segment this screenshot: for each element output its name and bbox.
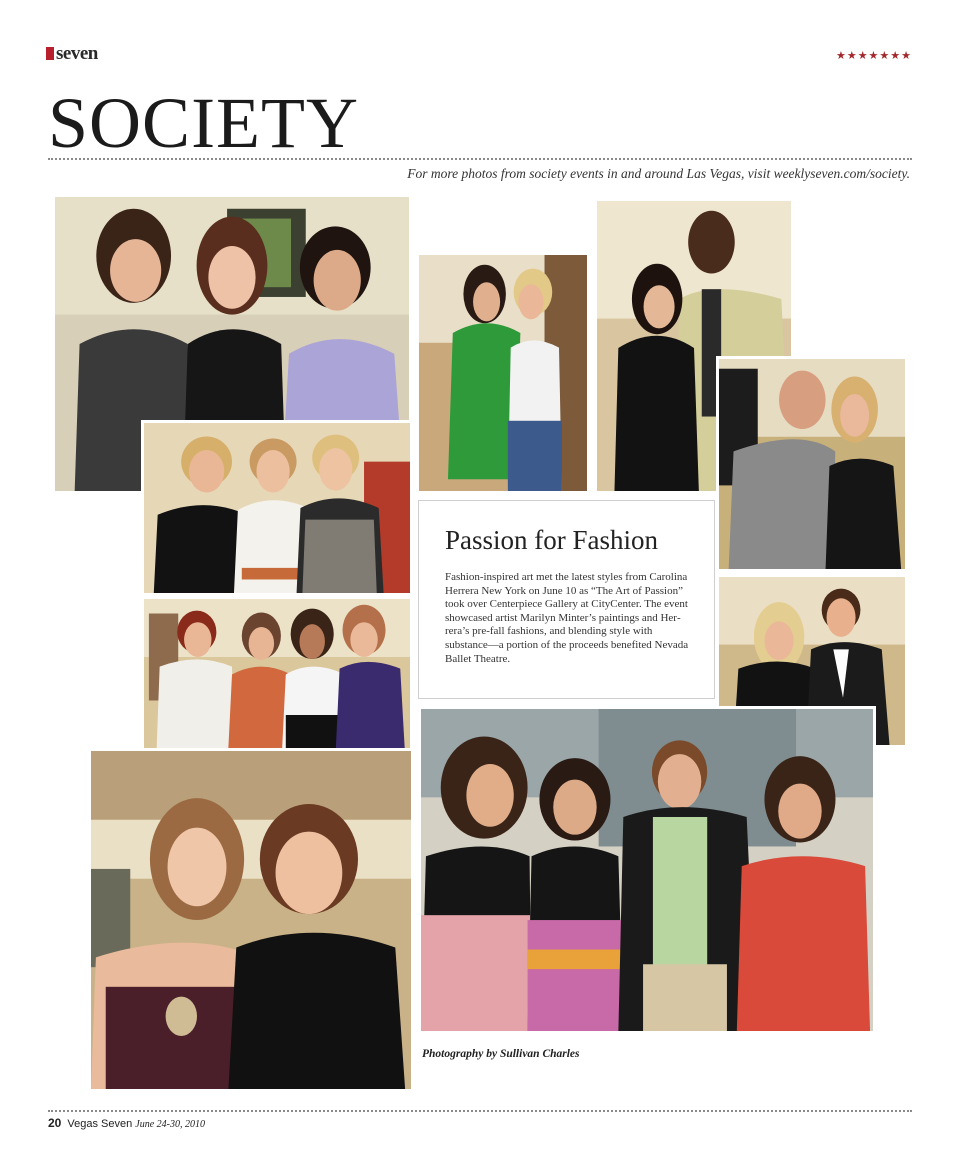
photo-two-women-wine-glass (88, 748, 414, 1092)
logo-text: seven (56, 43, 98, 64)
section-title: SOCIETY (48, 83, 359, 163)
website-note: For more photos from society events in and around Las Vegas, visit weeklyseven.com/society. (407, 166, 910, 181)
header-divider (48, 158, 912, 160)
photo-group-of-four (418, 706, 876, 1034)
article-title: Passion for Fashion (445, 525, 659, 555)
publication-logo (46, 44, 98, 64)
logo-mark (46, 47, 54, 60)
photo-two-women-green-dress (416, 252, 590, 494)
article-box (418, 500, 715, 699)
page-footer (48, 1116, 205, 1130)
photo-grey-shirt-couple (716, 356, 908, 572)
footer-divider (48, 1110, 912, 1112)
photo-credit: Photography by Sullivan Charles (422, 1048, 580, 1060)
page-number: 20 (48, 1116, 62, 1130)
article-body: Fashion-inspired art met the latest styles from Carolina Herrera New York on June 10 as “The Art of Passion” took over Centerpiece Gallery at CityCenter. The event showcased artist Marilyn Minter’s paintings and Herrera’s pre-fall fashions, and blending style with substance—a portion of the proceeds benefited Nevada Ballet Theatre. (445, 571, 689, 665)
photo-three-older-women (141, 420, 413, 596)
rating-stars: ★★★★★★★ (835, 49, 912, 62)
issue-date: June 24-30, 2010 (135, 1119, 205, 1130)
publication-name: Vegas Seven (67, 1118, 133, 1130)
